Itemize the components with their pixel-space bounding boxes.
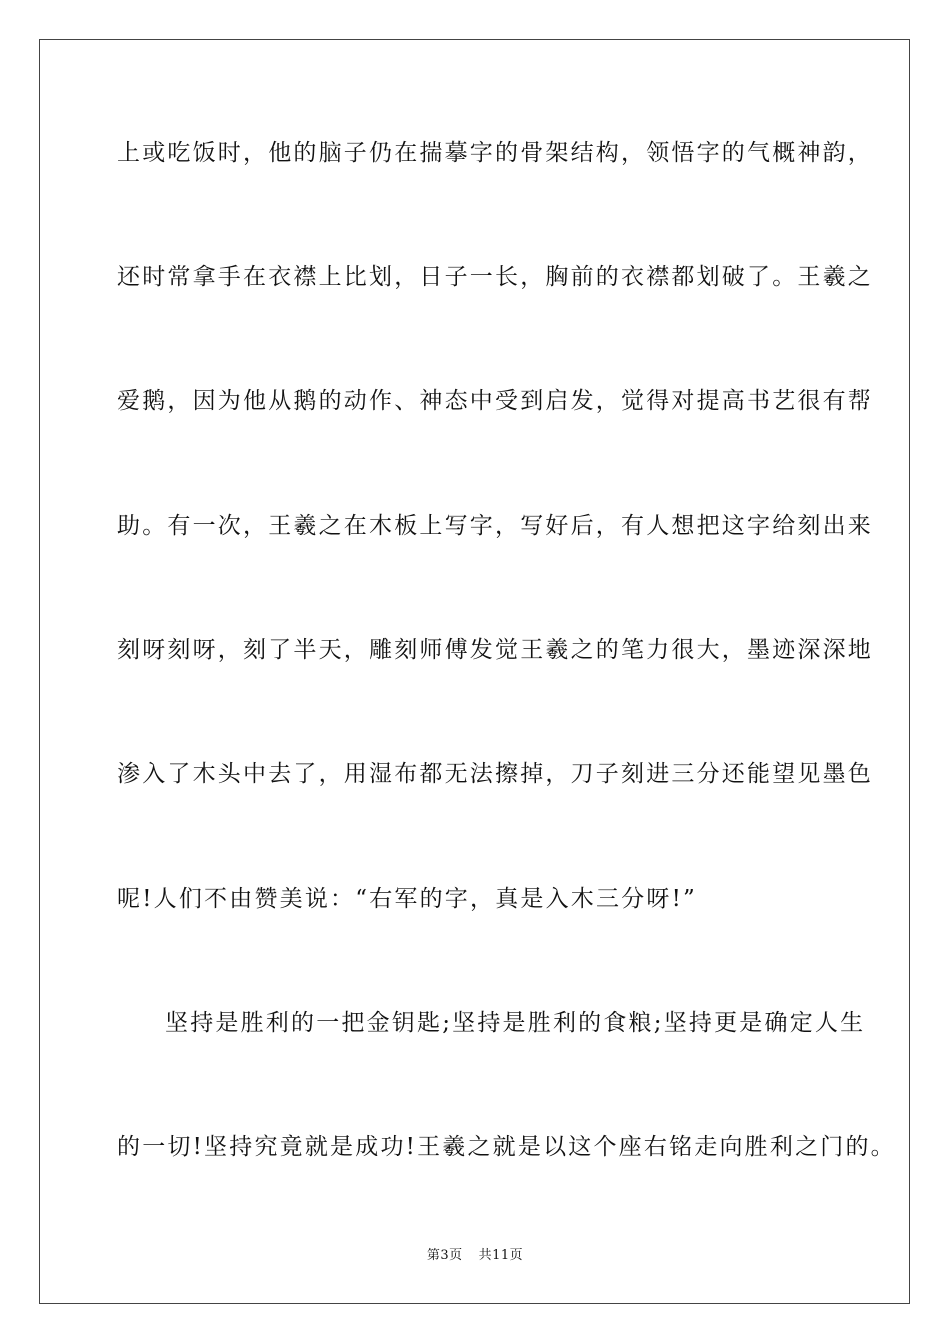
paragraph-first-line: 坚持是胜利的一把金钥匙;坚持是胜利的食粮;坚持更是确定人生 xyxy=(165,1010,866,1036)
text-line: 呢!人们不由赞美说：“右军的字，真是入木三分呀!” xyxy=(117,886,698,912)
text-line: 的一切!坚持究竟就是成功!王羲之就是以这个座右铭走向胜利之门的。 xyxy=(117,1134,896,1160)
text-line: 刻呀刻呀，刻了半天，雕刻师傅发觉王羲之的笔力很大，墨迹深深地 xyxy=(117,637,873,663)
text-line: 还时常拿手在衣襟上比划，日子一长，胸前的衣襟都划破了。王羲之 xyxy=(117,264,873,290)
page-total: 共11页 xyxy=(478,1248,524,1263)
page-number: 第3页 xyxy=(426,1248,463,1263)
text-line: 渗入了木头中去了，用湿布都无法擦掉，刀子刻进三分还能望见墨色 xyxy=(117,761,873,787)
page-footer xyxy=(0,1246,950,1266)
text-line: 上或吃饭时，他的脑子仍在揣摹字的骨架结构，领悟字的气概神韵， xyxy=(117,140,873,166)
page-border xyxy=(39,39,910,1304)
text-line: 爱鹅，因为他从鹅的动作、神态中受到启发，觉得对提高书艺很有帮 xyxy=(117,388,873,414)
text-line: 助。有一次，王羲之在木板上写字，写好后，有人想把这字给刻出来 xyxy=(117,513,873,539)
